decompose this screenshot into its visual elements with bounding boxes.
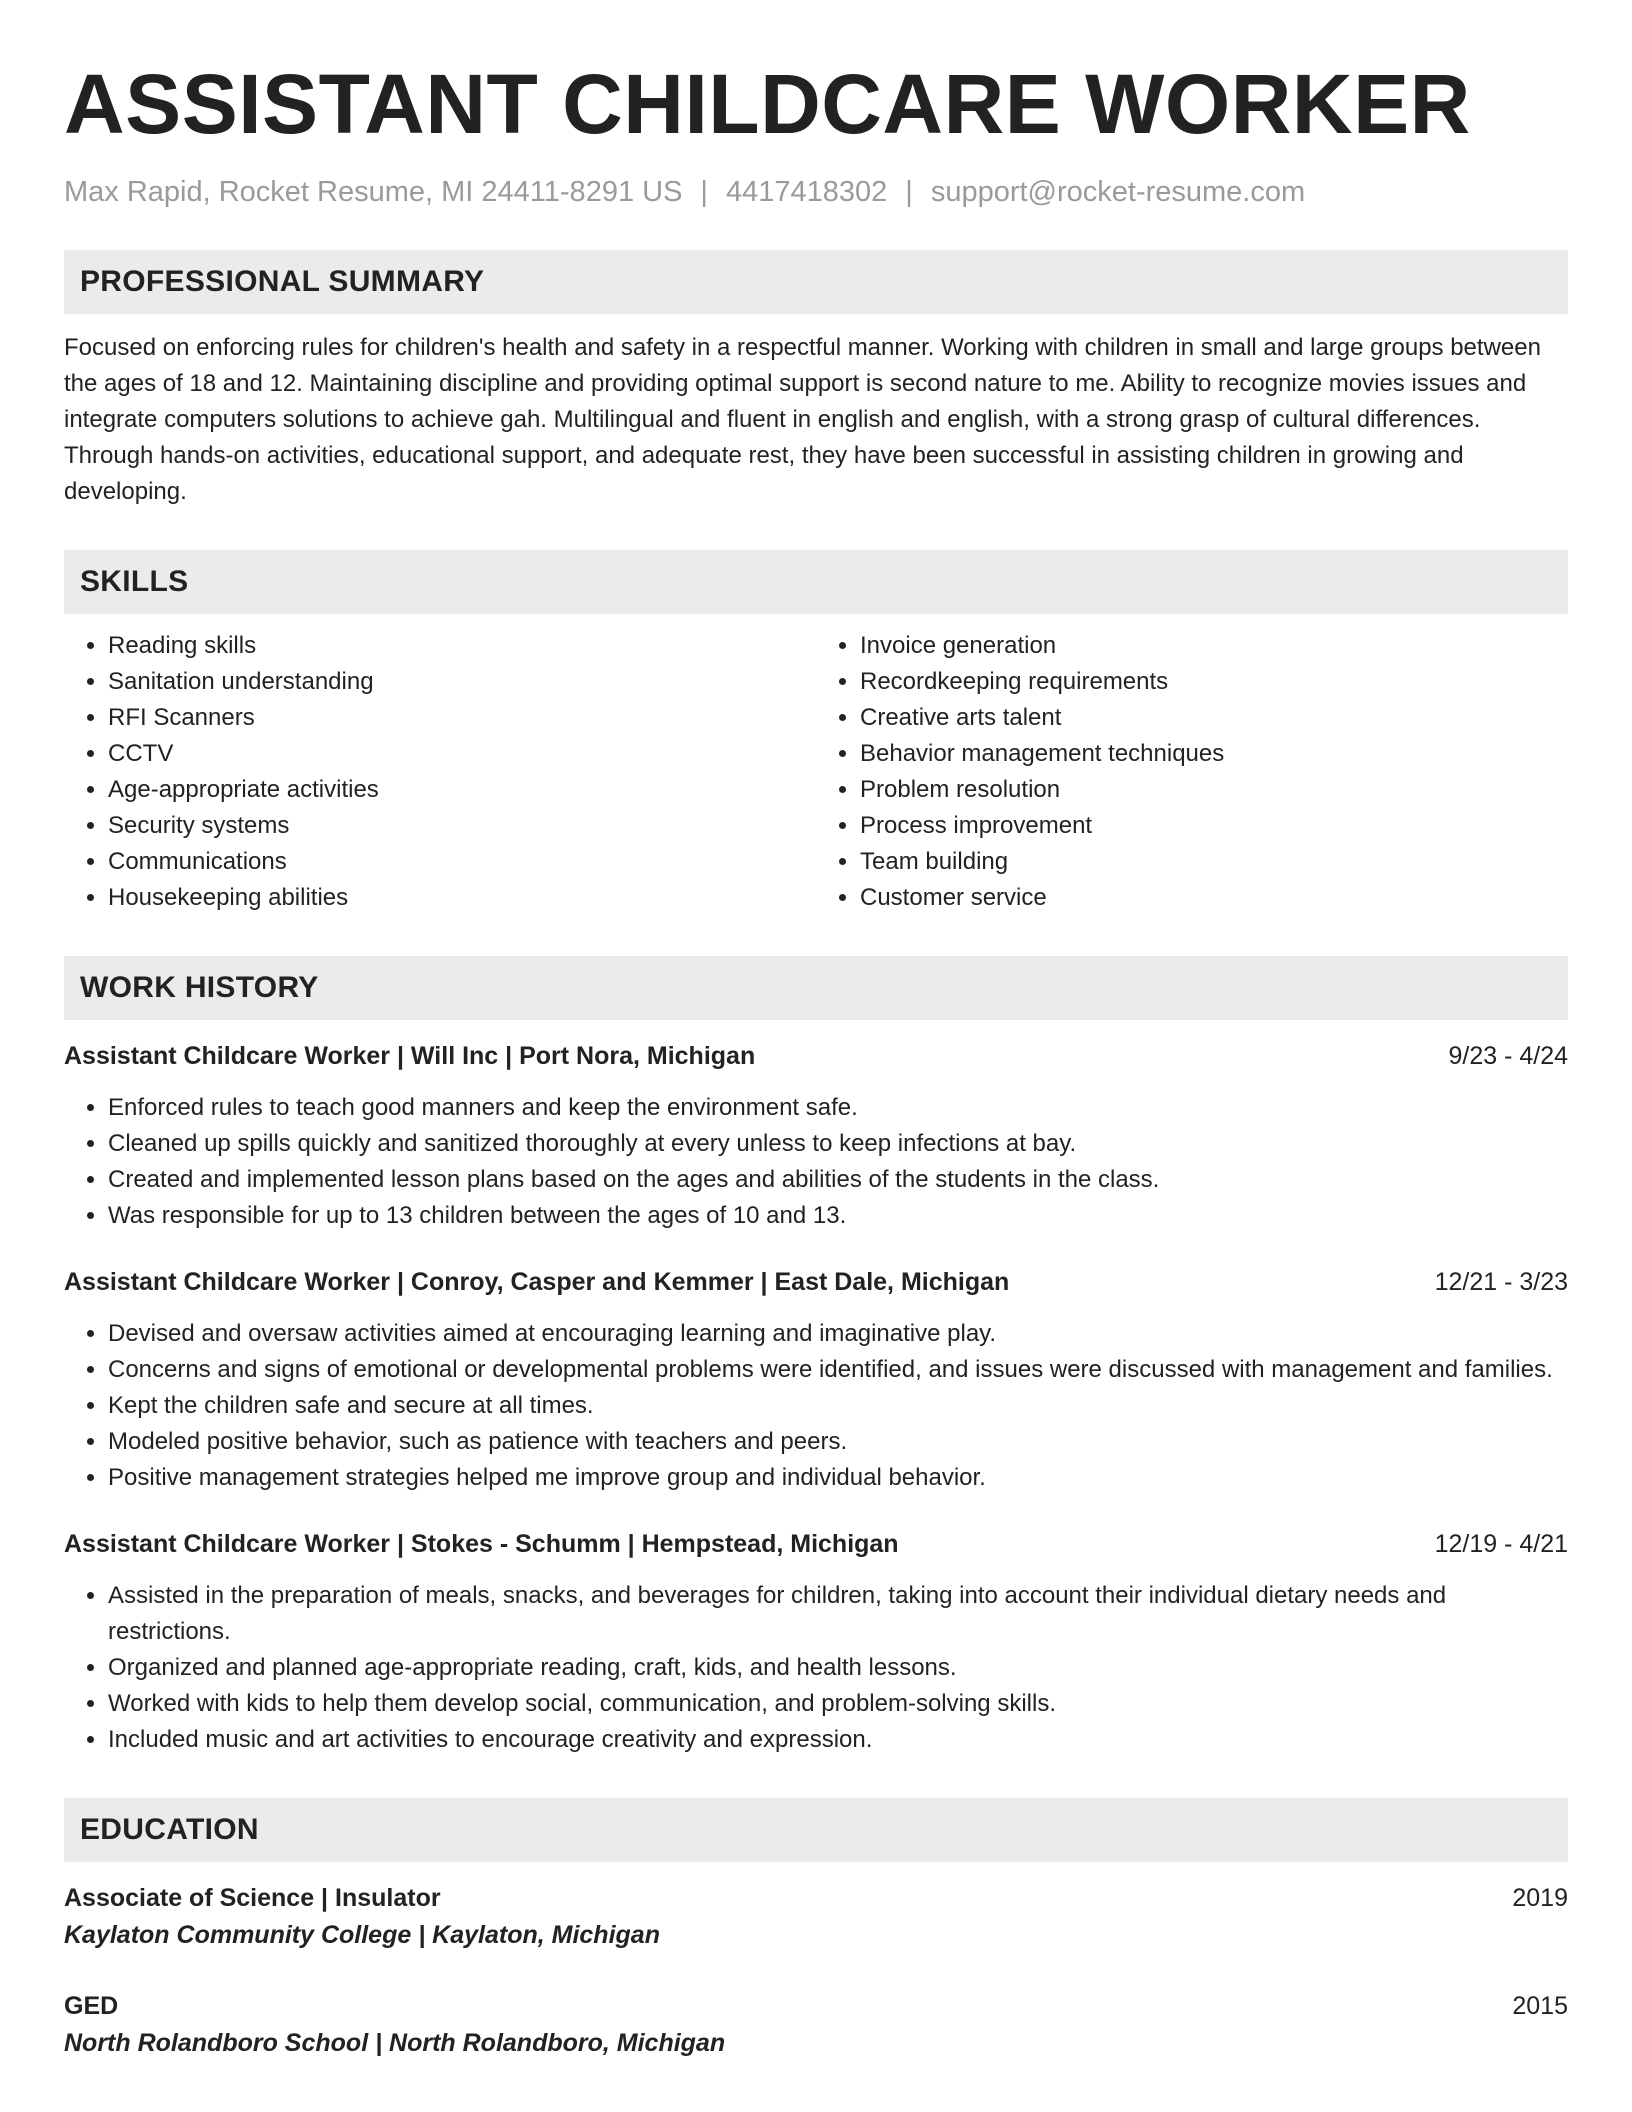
job-bullet: • Modeled positive behavior, such as patience with teachers and peers. [108, 1424, 1568, 1460]
skill-item: • Reading skills [108, 628, 816, 664]
contact-address: Max Rapid, Rocket Resume, MI 24411-8291 US [64, 176, 683, 208]
job-header [64, 1038, 1568, 1074]
job-title: Assistant Childcare Worker | Conroy, Casper and Kemmer | East Dale, Michigan [64, 1268, 1010, 1296]
contact-separator: | [905, 176, 913, 208]
job-bullet: • Included music and art activities to encourage creativity and expression. [108, 1722, 1568, 1758]
skill-item: • Age-appropriate activities [108, 772, 816, 808]
skills-column-right [816, 628, 1568, 916]
job-header [64, 1526, 1568, 1562]
job-bullet: • Cleaned up spills quickly and sanitized thoroughly at every unless to keep infections at bay. [108, 1126, 1568, 1162]
section-header-education: EDUCATION [64, 1798, 1568, 1862]
job-bullet: • Kept the children safe and secure at all times. [108, 1388, 1568, 1424]
job-bullet: • Organized and planned age-appropriate reading, craft, kids, and health lessons. [108, 1650, 1568, 1686]
skill-item: • Sanitation understanding [108, 664, 816, 700]
contact-phone: 4417418302 [725, 176, 888, 208]
contact-line [64, 174, 1568, 210]
skill-item: • Problem resolution [860, 772, 1568, 808]
job-bullet: • Assisted in the preparation of meals, snacks, and beverages for children, taking into account their individual dietary needs and restrictions. [108, 1578, 1568, 1650]
contact-email: support@rocket-resume.com [930, 176, 1306, 208]
job-bullet: • Created and implemented lesson plans based on the ages and abilities of the students in the class. [108, 1162, 1568, 1198]
skill-item: • Team building [860, 844, 1568, 880]
job-title: Assistant Childcare Worker | Will Inc | Port Nora, Michigan [64, 1042, 756, 1070]
job-bullet: • Positive management strategies helped me improve group and individual behavior. [108, 1460, 1568, 1496]
skills-list [64, 628, 1568, 916]
skill-item: • Customer service [860, 880, 1568, 916]
education-entry [64, 1880, 1568, 1954]
job-entry [64, 1264, 1568, 1496]
job-dates: 9/23 - 4/24 [1448, 1042, 1568, 1070]
job-bullet: • Was responsible for up to 13 children between the ages of 10 and 13. [108, 1198, 1568, 1234]
education-degree: GED [64, 1992, 119, 2020]
section-header-work-history: WORK HISTORY [64, 956, 1568, 1020]
skill-item: • CCTV [108, 736, 816, 772]
skill-item: • Recordkeeping requirements [860, 664, 1568, 700]
education-school: North Rolandboro School | North Rolandboro, Michigan [64, 2029, 726, 2057]
section-header-summary: PROFESSIONAL SUMMARY [64, 250, 1568, 314]
education-degree: Associate of Science | Insulator [64, 1884, 441, 1912]
skill-item: • Housekeeping abilities [108, 880, 816, 916]
skill-item: • Communications [108, 844, 816, 880]
resume-title: ASSISTANT CHILDCARE WORKER [64, 57, 1471, 151]
skill-item: • Creative arts talent [860, 700, 1568, 736]
education-header [64, 1988, 1568, 2024]
job-entry [64, 1038, 1568, 1234]
contact-separator: | [700, 176, 708, 208]
skills-column-left [64, 628, 816, 916]
job-bullets [64, 1578, 1568, 1758]
skill-item: • Invoice generation [860, 628, 1568, 664]
job-dates: 12/21 - 3/23 [1434, 1268, 1568, 1296]
education-entry [64, 1988, 1568, 2062]
education-year: 2015 [1512, 1992, 1568, 2020]
education-year: 2019 [1512, 1884, 1568, 1912]
job-bullet: • Enforced rules to teach good manners and keep the environment safe. [108, 1090, 1568, 1126]
skill-item: • RFI Scanners [108, 700, 816, 736]
education-school: Kaylaton Community College | Kaylaton, Michigan [64, 1921, 660, 1949]
skill-item: • Process improvement [860, 808, 1568, 844]
job-bullet: • Devised and oversaw activities aimed at encouraging learning and imaginative play. [108, 1316, 1568, 1352]
job-bullets [64, 1316, 1568, 1496]
job-bullets [64, 1090, 1568, 1234]
job-header [64, 1264, 1568, 1300]
skill-item: • Behavior management techniques [860, 736, 1568, 772]
job-bullet: • Concerns and signs of emotional or developmental problems were identified, and issues were discussed with management and families. [108, 1352, 1568, 1388]
skill-item: • Security systems [108, 808, 816, 844]
education-header [64, 1880, 1568, 1916]
job-title: Assistant Childcare Worker | Stokes - Schumm | Hempstead, Michigan [64, 1530, 899, 1558]
summary-text: Focused on enforcing rules for children's health and safety in a respectful manner. Working with children in small and large groups between the ages of 18 and 12. Maintaining discipline and providing optimal support is second nature to me. Ability to recognize movies issues and integrate computers solutions to achieve gah. Multilingual and fluent in english and english, with a strong grasp of cultural differences. Through hands-on activities, educational support, and adequate rest, they have been successful in assisting children in growing and developing. [64, 334, 1541, 505]
job-bullet: • Worked with kids to help them develop social, communication, and problem-solving skills. [108, 1686, 1568, 1722]
section-header-skills: SKILLS [64, 550, 1568, 614]
job-dates: 12/19 - 4/21 [1434, 1530, 1568, 1558]
job-entry [64, 1526, 1568, 1758]
